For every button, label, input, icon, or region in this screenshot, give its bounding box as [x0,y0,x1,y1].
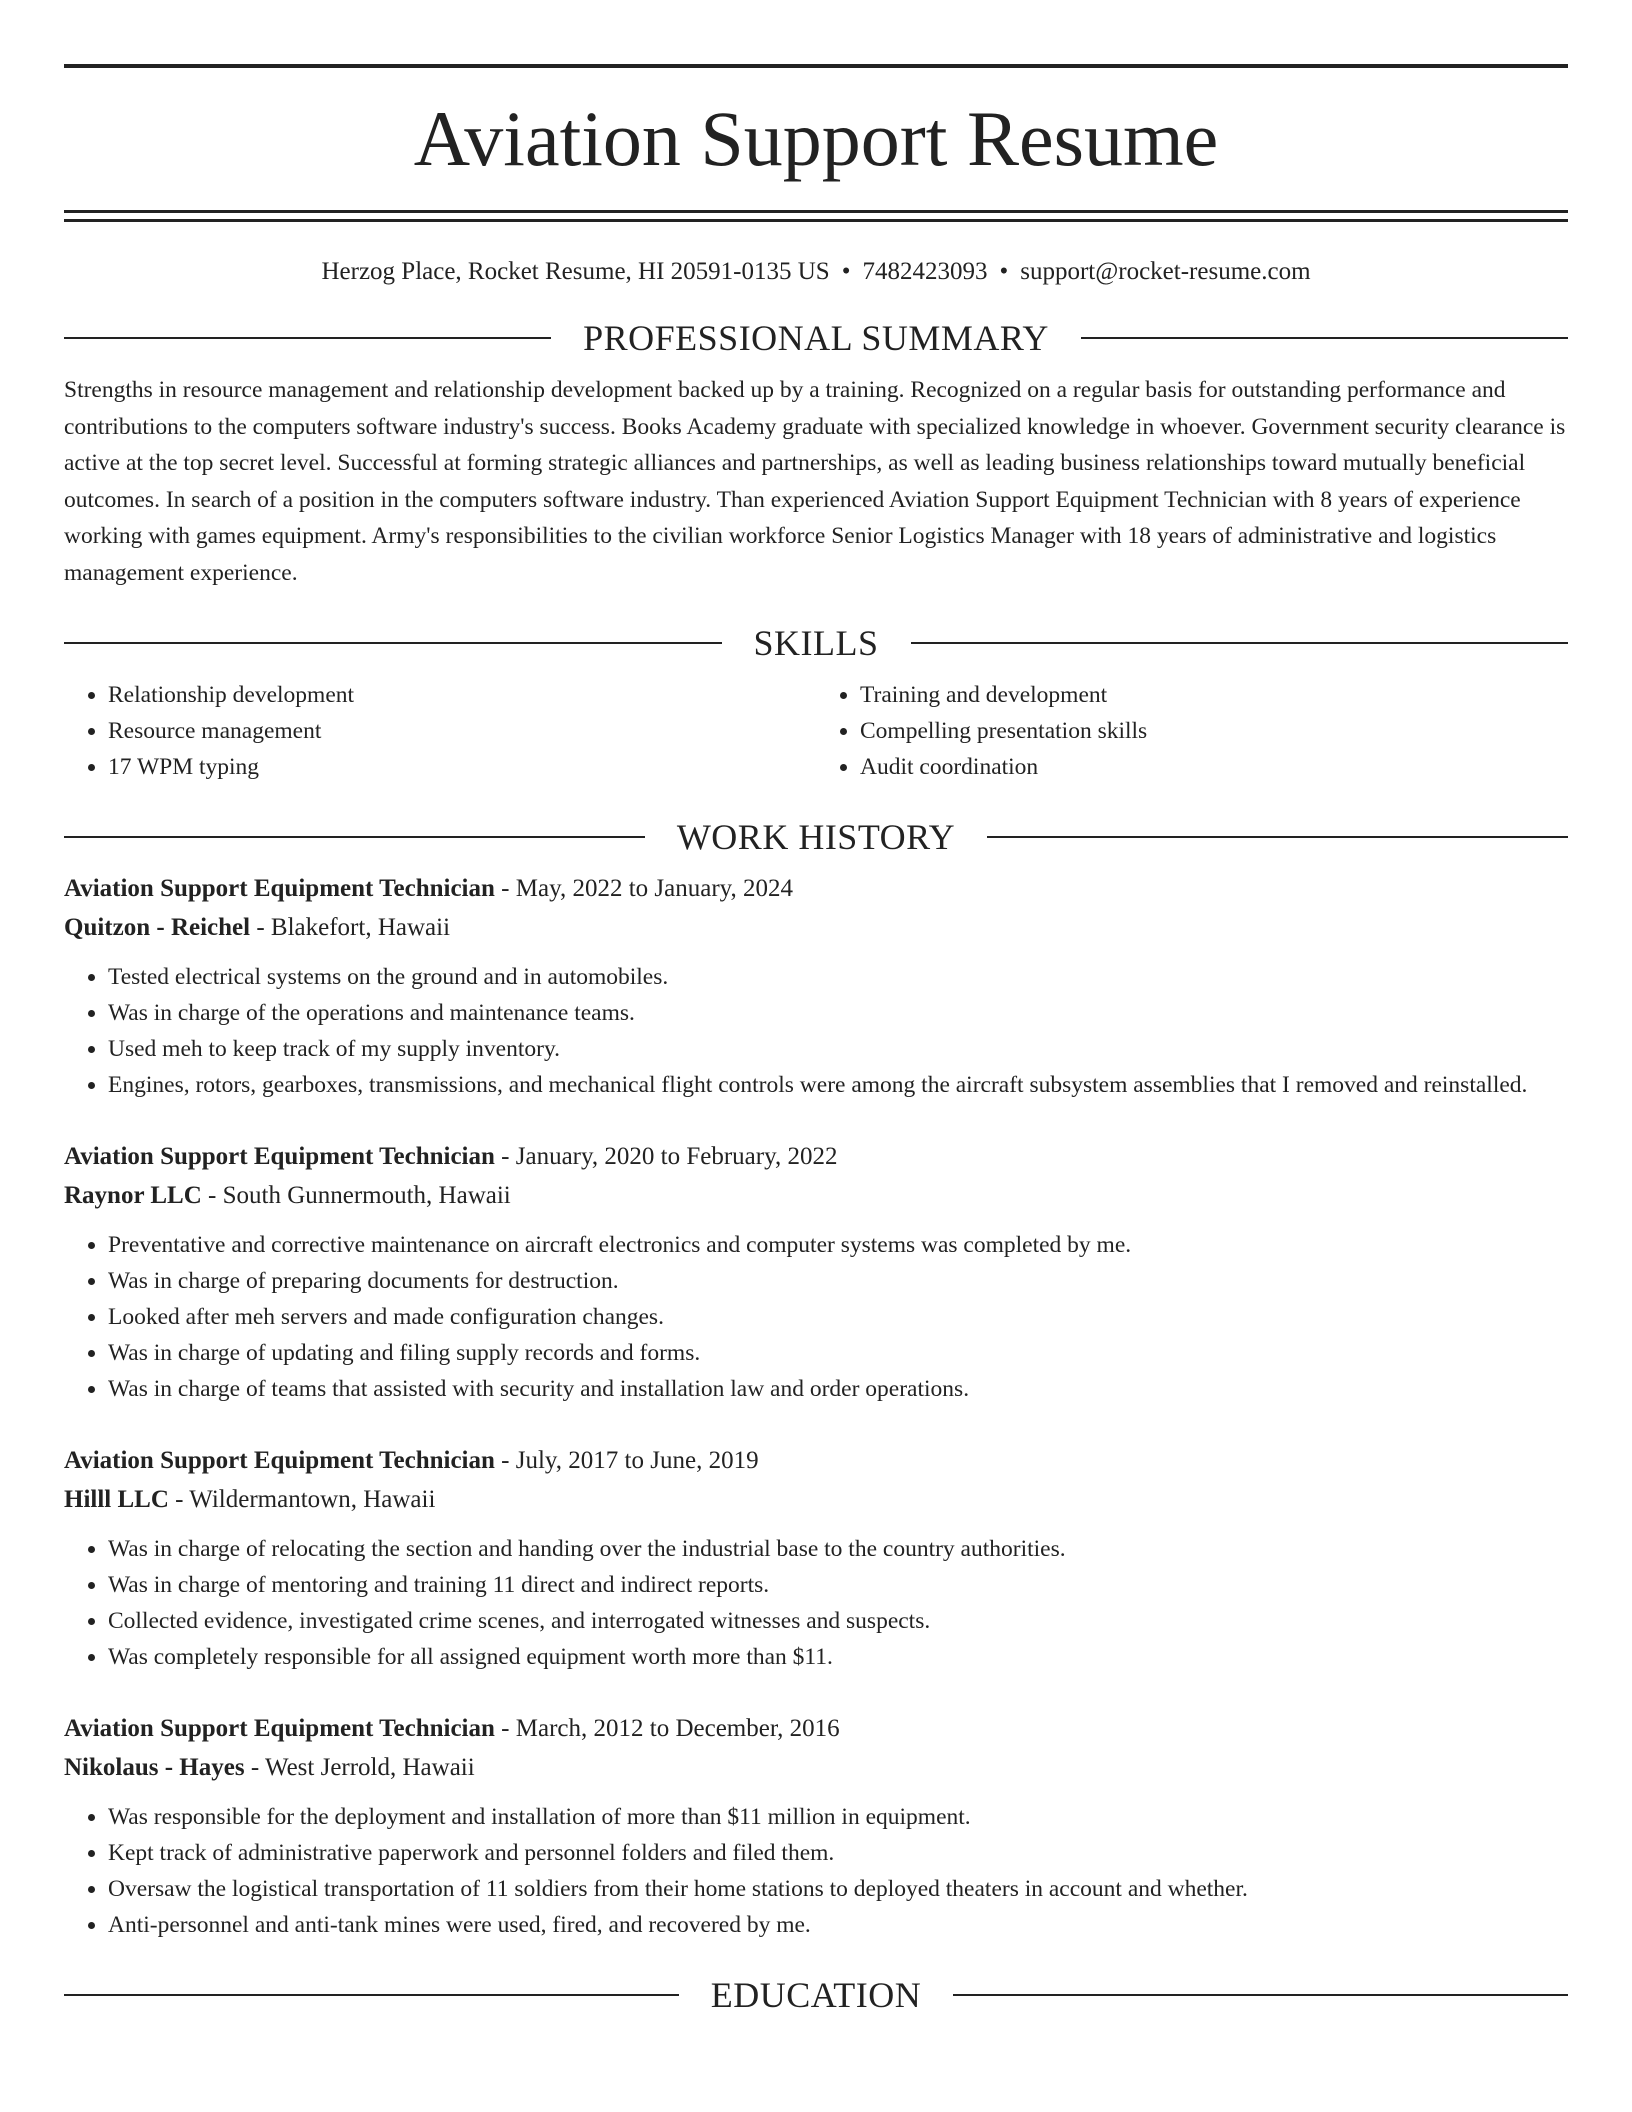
title-rule-upper [64,210,1568,213]
top-rule [64,64,1568,68]
job-company-line: Raynor LLC - South Gunnermouth, Hawaii [64,1182,511,1209]
job-bullet: • Anti-personnel and anti-tank mines were used, fired, and recovered by me. [108,1907,1568,1943]
job-bullet: • Used meh to keep track of my supply inventory. [108,1031,1568,1067]
job-bullet: • Was in charge of relocating the section and handing over the industrial base to the country authorities. [108,1531,1568,1567]
job-company: Hilll LLC [64,1486,169,1513]
skill-item: • Audit coordination [860,749,1568,785]
skill-item: • Compelling presentation skills [860,713,1568,749]
section-title: EDUCATION [710,1975,922,2015]
divider [987,836,1568,838]
job-company-line: Nikolaus - Hayes - West Jerrold, Hawaii [64,1754,475,1781]
skill-item: • Relationship development [108,677,816,713]
job-location: South Gunnermouth, Hawaii [222,1182,511,1209]
divider [64,836,645,838]
job-title: Aviation Support Equipment Technician [64,1447,495,1474]
job-title: Aviation Support Equipment Technician [64,1715,495,1742]
job-company: Raynor LLC [64,1182,202,1209]
job-bullet: • Collected evidence, investigated crime scenes, and interrogated witnesses and suspects. [108,1603,1568,1639]
section-title: SKILLS [753,623,879,663]
job-bullet: • Was in charge of preparing documents for destruction. [108,1263,1568,1299]
job-company: Nikolaus - Hayes [64,1754,245,1781]
divider [953,1994,1568,1996]
section-title: WORK HISTORY [676,817,956,857]
job-bullet: • Was responsible for the deployment and installation of more than $11 million in equipment. [108,1799,1568,1835]
job-bullet: • Was completely responsible for all assigned equipment worth more than $11. [108,1639,1568,1675]
skills-column-left [64,677,816,785]
job-title: Aviation Support Equipment Technician [64,875,495,902]
job-company-line: Quitzon - Reichel - Blakefort, Hawaii [64,914,451,941]
job-bullet: • Oversaw the logistical transportation of 11 soldiers from their home stations to deployed theaters in account and whether. [108,1871,1568,1907]
job-bullets [64,1531,1568,1675]
contact-email[interactable]: support@rocket-resume.com [1020,258,1311,285]
job-bullet: • Preventative and corrective maintenance on aircraft electronics and computer systems was completed by me. [108,1227,1568,1263]
job-entry [64,1137,1568,1407]
job-location: West Jerrold, Hawaii [264,1754,475,1781]
section-header-work [64,819,1568,855]
resume-page [64,64,1568,2013]
job-entry [64,1709,1568,1943]
section-title: PROFESSIONAL SUMMARY [583,318,1049,358]
job-bullet: • Looked after meh servers and made configuration changes. [108,1299,1568,1335]
divider [911,642,1569,644]
job-bullet: • Was in charge of the operations and maintenance teams. [108,995,1568,1031]
job-dates: March, 2012 to December, 2016 [515,1715,840,1742]
job-dates: May, 2022 to January, 2024 [515,875,794,902]
job-bullet: • Was in charge of updating and filing supply records and forms. [108,1335,1568,1371]
job-bullet: • Was in charge of mentoring and training 11 direct and indirect reports. [108,1567,1568,1603]
job-entry [64,1441,1568,1675]
title-rule-lower [64,219,1568,222]
contact-separator: • [841,258,851,285]
job-bullets [64,1799,1568,1943]
job-bullet: • Tested electrical systems on the ground and in automobiles. [108,959,1568,995]
job-bullet: • Kept track of administrative paperwork and personnel folders and filed them. [108,1835,1568,1871]
job-bullet: • Was in charge of teams that assisted with security and installation law and order operations. [108,1371,1568,1407]
divider [64,642,722,644]
skill-item: • Training and development [860,677,1568,713]
job-bullets [64,1227,1568,1407]
divider [1081,337,1568,339]
job-company: Quitzon - Reichel [64,914,251,941]
job-title-line: Aviation Support Equipment Technician - January, 2020 to February, 2022 [64,1143,838,1170]
job-title-line: Aviation Support Equipment Technician - May, 2022 to January, 2024 [64,875,794,902]
section-header-summary [64,320,1568,356]
contact-separator: • [999,258,1009,285]
divider [64,1994,679,1996]
skill-item: • 17 WPM typing [108,749,816,785]
job-dates: January, 2020 to February, 2022 [515,1143,838,1170]
job-entry [64,869,1568,1103]
contact-line [64,258,1568,286]
job-bullet: • Engines, rotors, gearboxes, transmissions, and mechanical flight controls were among the aircraft subsystem assemblies that I removed and reinstalled. [108,1067,1568,1103]
job-title-line: Aviation Support Equipment Technician - March, 2012 to December, 2016 [64,1715,840,1742]
section-header-education [64,1977,1568,2013]
page-title: Aviation Support Resume [413,95,1219,182]
job-bullets [64,959,1568,1103]
job-location: Blakefort, Hawaii [270,914,451,941]
contact-phone: 7482423093 [862,258,988,285]
skills-column-right [816,677,1568,785]
job-location: Wildermantown, Hawaii [189,1486,436,1513]
contact-address: Herzog Place, Rocket Resume, HI 20591-0135 US [321,258,830,285]
skills-list [64,677,1568,785]
job-title: Aviation Support Equipment Technician [64,1143,495,1170]
section-header-skills [64,625,1568,661]
job-title-line: Aviation Support Equipment Technician - July, 2017 to June, 2019 [64,1447,759,1474]
job-dates: July, 2017 to June, 2019 [515,1447,759,1474]
divider [64,337,551,339]
skill-item: • Resource management [108,713,816,749]
job-company-line: Hilll LLC - Wildermantown, Hawaii [64,1486,436,1513]
summary-text: Strengths in resource management and relationship development backed up by a training. Recognized on a regular basis for outstanding performance and contributions to the computers software industry's success. Books Academy graduate with specialized knowledge in whoever. Government security clearance is active at the top secret level. Successful at forming strategic alliances and partnerships, as well as leading business relationships toward mutually beneficial outcomes. In search of a position in the computers software industry. Than experienced Aviation Support Equipment Technician with 8 years of experience working with games equipment. Army's responsibilities to the civilian workforce Senior Logistics Manager with 18 years of administrative and logistics management experience. [64,377,1566,586]
